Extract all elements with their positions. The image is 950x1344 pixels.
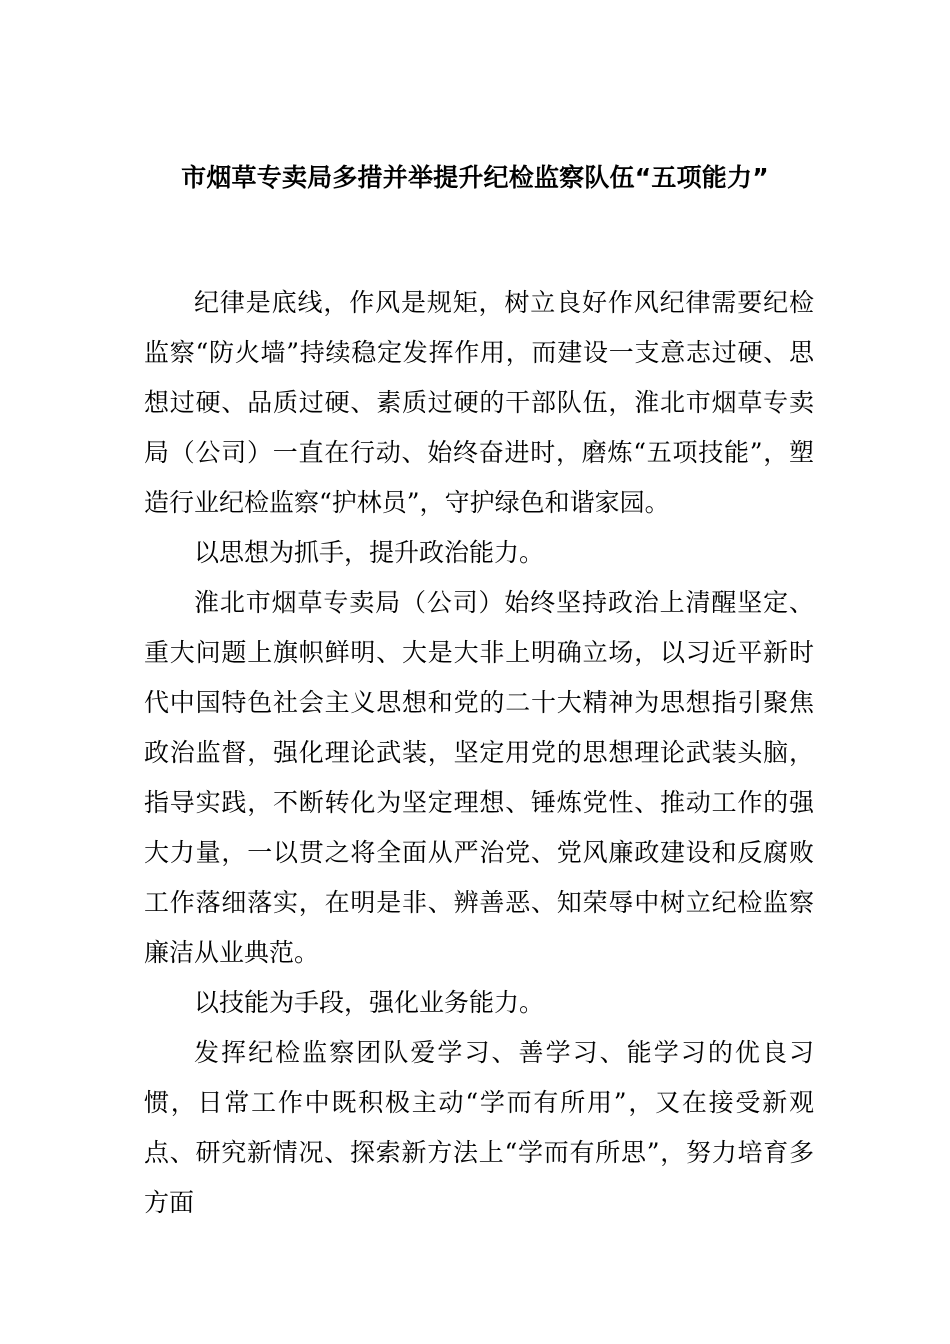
document-body	[144, 278, 814, 1228]
section-heading-political: 以思想为抓手，提升政治能力。	[194, 538, 545, 567]
section-heading-business: 以技能为手段，强化业务能力。	[194, 988, 545, 1017]
paragraph-business: 发挥纪检监察团队爱学习、善学习、能学习的优良习惯，日常工作中既积极主动“学而有所用”，又在接受新观点、研究新情况、探索新方法上“学而有所思”，努力培育多方面	[144, 1038, 814, 1217]
document-title: 市烟草专卖局多措并举提升纪检监察队伍“五项能力”	[181, 163, 769, 192]
paragraph-intro: 纪律是底线，作风是规矩，树立良好作风纪律需要纪检监察“防火墙”持续稳定发挥作用，而建设一支意志过硬、思想过硬、品质过硬、素质过硬的干部队伍，淮北市烟草专卖局（公司）一直在行动、始终奋进时，磨炼“五项技能”，塑造行业纪检监察“护林员”，守护绿色和谐家园。	[144, 288, 814, 517]
paragraph-political: 淮北市烟草专卖局（公司）始终坚持政治上清醒坚定、重大问题上旗帜鲜明、大是大非上明确立场，以习近平新时代中国特色社会主义思想和党的二十大精神为思想指引聚焦政治监督，强化理论武装，坚定用党的思想理论武装头脑，指导实践，不断转化为坚定理想、锤炼党性、推动工作的强大力量，一以贯之将全面从严治党、党风廉政建设和反腐败工作落细落实，在明是非、辨善恶、知荣辱中树立纪检监察廉洁从业典范。	[144, 588, 814, 967]
